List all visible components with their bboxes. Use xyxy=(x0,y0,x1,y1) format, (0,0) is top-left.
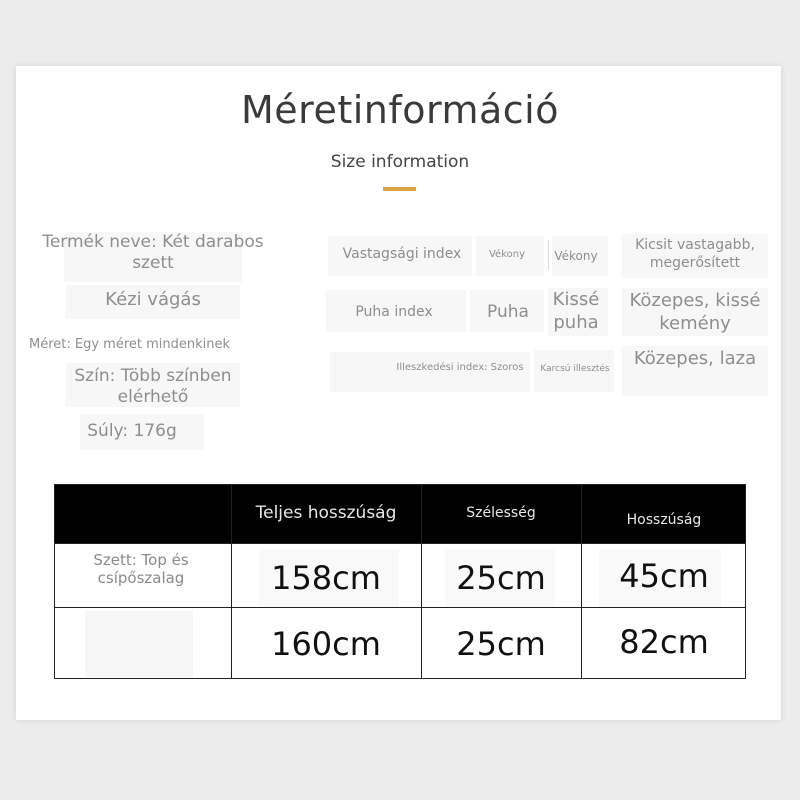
table-header-cell: Hosszúság xyxy=(626,512,702,528)
fit-option: Közepes, laza xyxy=(633,348,757,369)
page-subtitle: Size information xyxy=(330,152,470,172)
softness-label: Puha index xyxy=(355,304,433,320)
table-cell: 25cm xyxy=(456,625,546,663)
table-header-cell: Teljes hosszúság xyxy=(255,503,397,523)
table-cell: 158cm xyxy=(271,559,381,597)
fit-option: Karcsú illesztés xyxy=(540,364,610,374)
size-text: Méret: Egy méret mindenkinek xyxy=(28,337,231,352)
thickness-option: Kicsit vastagabb, megerősített xyxy=(635,237,755,271)
page-title: Méretinformáció xyxy=(241,88,559,132)
table-cell xyxy=(85,611,193,677)
accent-divider xyxy=(383,187,416,191)
table-cell: 45cm xyxy=(619,557,709,595)
table-header-cell: Szélesség xyxy=(466,505,536,521)
fit-label: Illeszkedési index: Szoros xyxy=(396,362,524,373)
table-cell: 25cm xyxy=(456,559,546,597)
softness-option: Kissé puha xyxy=(552,289,600,333)
thickness-option: Vékony xyxy=(554,249,598,263)
table-row-label: Szett: Top és csípőszalag xyxy=(93,551,189,587)
thickness-option: Vékony xyxy=(488,249,526,260)
weight-text: Súly: 176g xyxy=(87,421,177,441)
softness-option: Közepes, kissé kemény xyxy=(629,290,761,334)
thickness-label: Vastagsági index xyxy=(342,246,462,262)
color-text: Szín: Több színben elérhető xyxy=(74,366,232,408)
row-divider xyxy=(55,607,745,608)
row-divider xyxy=(55,543,745,544)
product-name-text: Termék neve: Két darabos szett xyxy=(42,232,264,274)
softness-option: Puha xyxy=(487,302,529,322)
table-cell: 160cm xyxy=(271,625,381,663)
cut-text: Kézi vágás xyxy=(105,289,201,310)
table-cell: 82cm xyxy=(619,623,709,661)
size-table xyxy=(54,484,746,679)
